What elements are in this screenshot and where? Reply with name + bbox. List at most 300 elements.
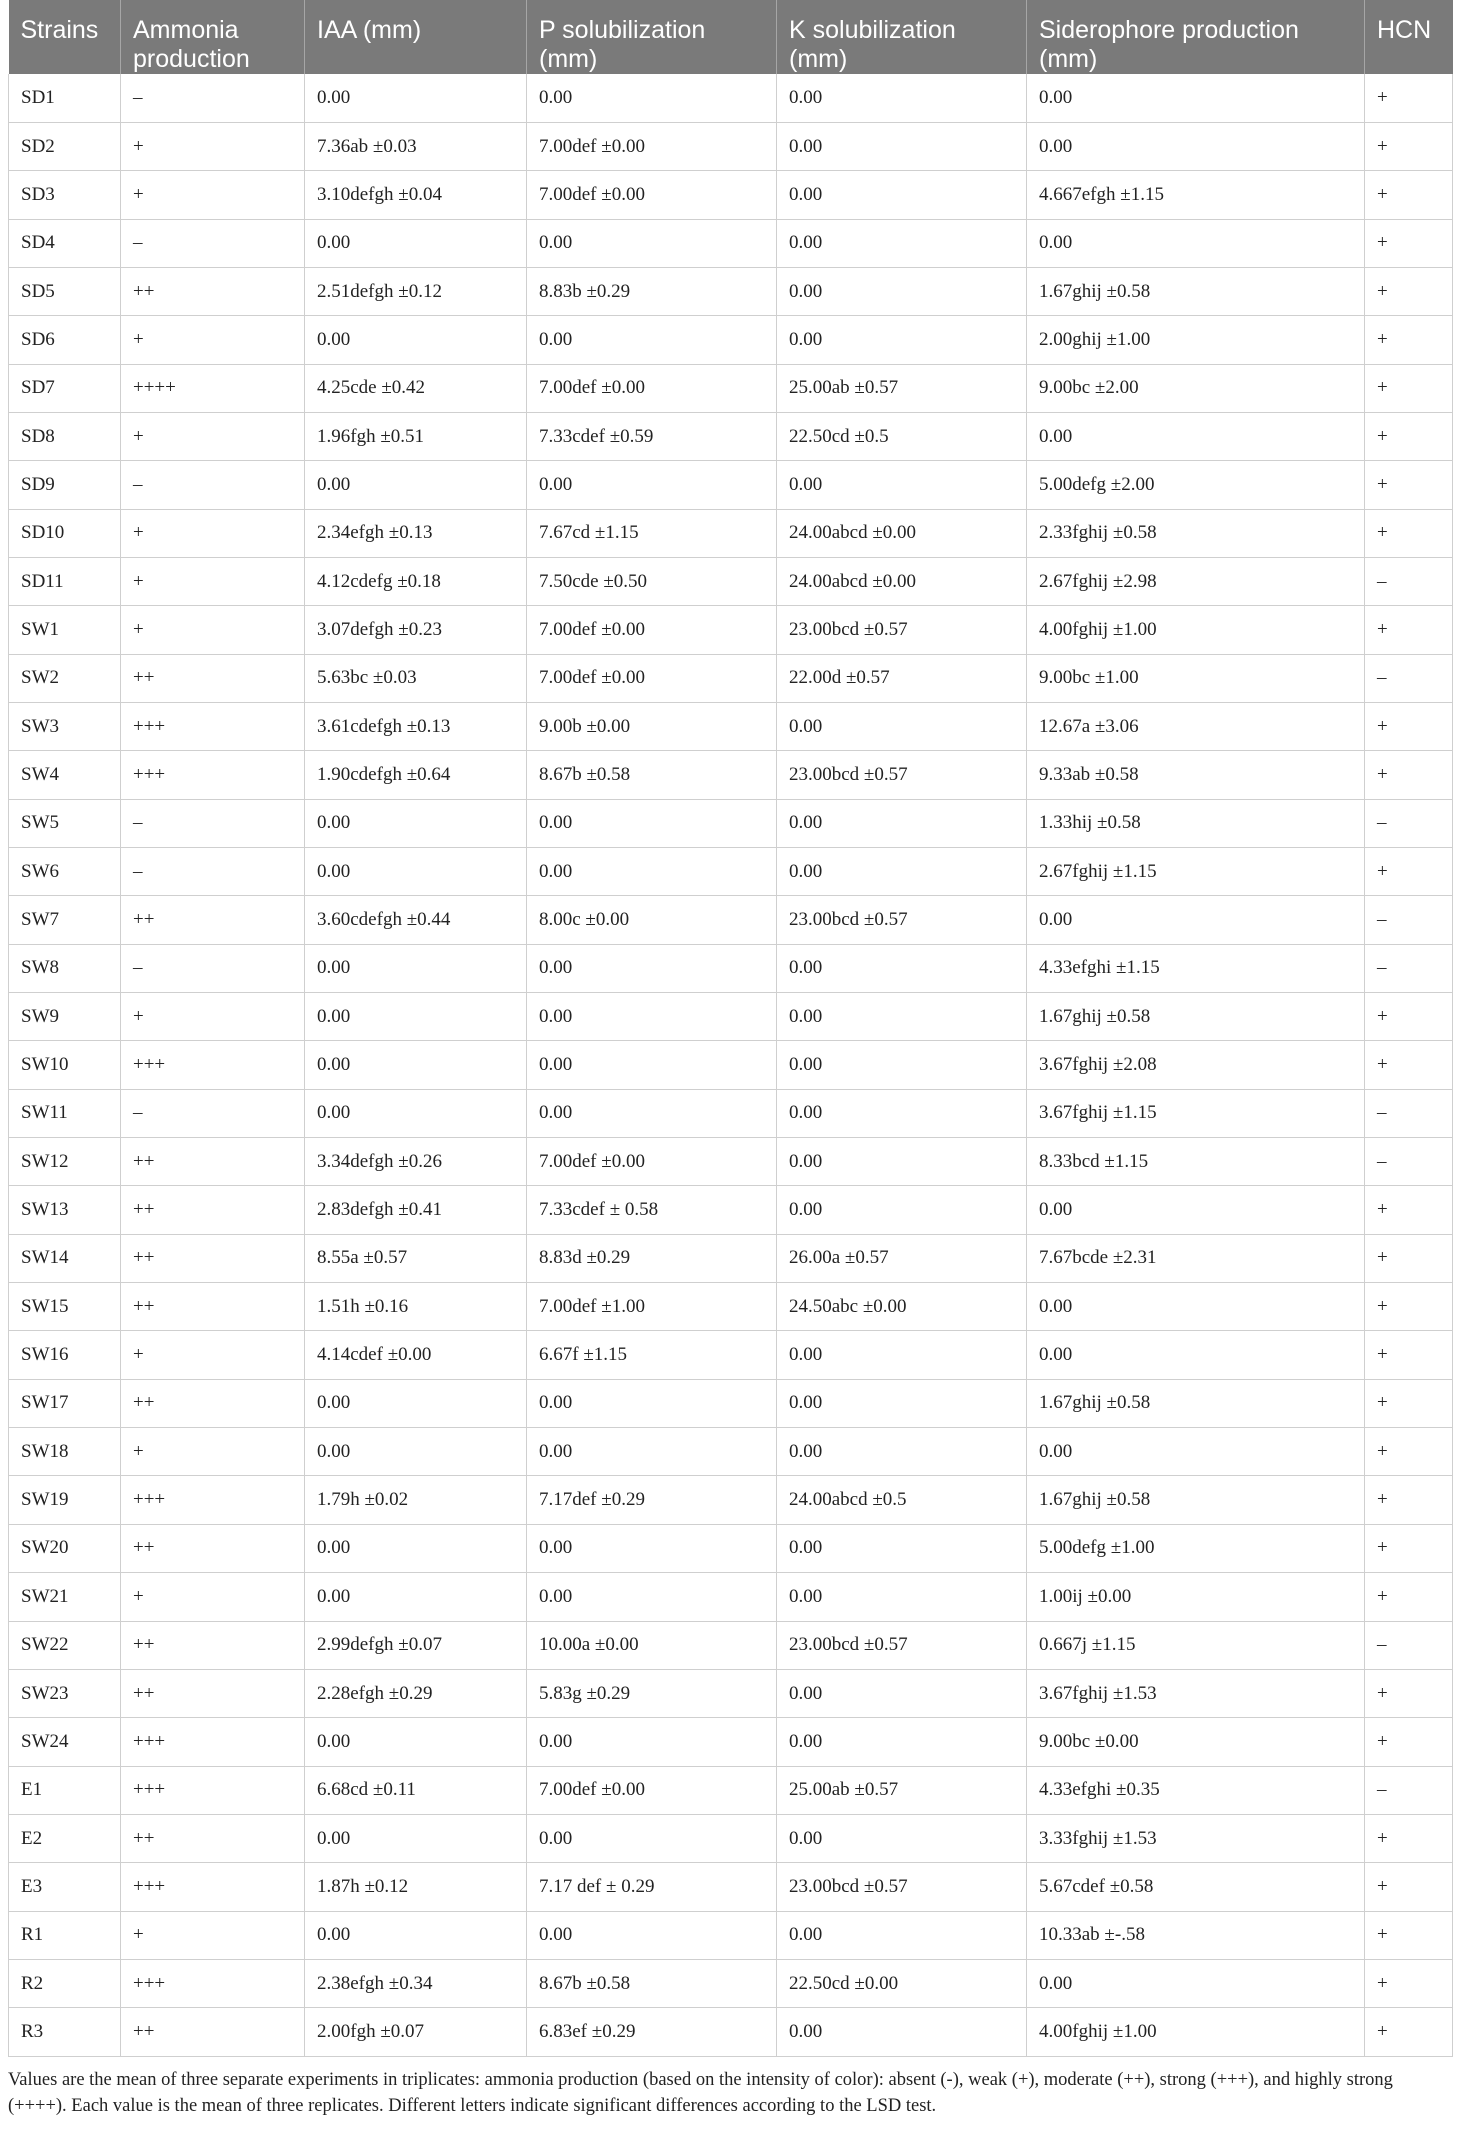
p-solubilization-cell: 7.33cdef ±0.59 <box>527 412 777 460</box>
siderophore-cell: 2.00ghij ±1.00 <box>1027 316 1365 364</box>
siderophore-cell: 2.33fghij ±0.58 <box>1027 509 1365 557</box>
strain-cell: SW24 <box>9 1718 121 1766</box>
k-solubilization-cell: 0.00 <box>777 461 1027 509</box>
hcn-cell: + <box>1365 1524 1453 1572</box>
header-hcn: HCN <box>1365 0 1453 74</box>
hcn-cell: + <box>1365 1911 1453 1959</box>
ammonia-cell: – <box>121 74 305 122</box>
k-solubilization-cell: 24.00abcd ±0.00 <box>777 557 1027 605</box>
siderophore-cell: 0.00 <box>1027 1283 1365 1331</box>
hcn-cell: + <box>1365 267 1453 315</box>
hcn-cell: – <box>1365 1089 1453 1137</box>
siderophore-cell: 3.67fghij ±2.08 <box>1027 1041 1365 1089</box>
siderophore-cell: 4.00fghij ±1.00 <box>1027 606 1365 654</box>
k-solubilization-cell: 0.00 <box>777 2008 1027 2056</box>
siderophore-cell: 5.00defg ±2.00 <box>1027 461 1365 509</box>
siderophore-cell: 0.00 <box>1027 412 1365 460</box>
iaa-cell: 3.10defgh ±0.04 <box>305 171 527 219</box>
table-row <box>9 606 1453 654</box>
hcn-cell: + <box>1365 848 1453 896</box>
p-solubilization-cell: 7.00def ±0.00 <box>527 1138 777 1186</box>
hcn-cell: + <box>1365 1234 1453 1282</box>
iaa-cell: 2.28efgh ±0.29 <box>305 1669 527 1717</box>
hcn-cell: + <box>1365 1186 1453 1234</box>
ammonia-cell: +++ <box>121 1041 305 1089</box>
ammonia-cell: ++ <box>121 1186 305 1234</box>
table-row <box>9 316 1453 364</box>
ammonia-cell: – <box>121 1089 305 1137</box>
p-solubilization-cell: 7.00def ±0.00 <box>527 654 777 702</box>
iaa-cell: 0.00 <box>305 1911 527 1959</box>
p-solubilization-cell: 7.00def ±0.00 <box>527 171 777 219</box>
p-solubilization-cell: 7.00def ±0.00 <box>527 364 777 412</box>
ammonia-cell: – <box>121 799 305 847</box>
siderophore-cell: 1.67ghij ±0.58 <box>1027 267 1365 315</box>
iaa-cell: 2.99defgh ±0.07 <box>305 1621 527 1669</box>
k-solubilization-cell: 0.00 <box>777 1524 1027 1572</box>
hcn-cell: – <box>1365 799 1453 847</box>
p-solubilization-cell: 7.00def ±0.00 <box>527 1766 777 1814</box>
iaa-cell: 2.00fgh ±0.07 <box>305 2008 527 2056</box>
hcn-cell: – <box>1365 944 1453 992</box>
siderophore-cell: 12.67a ±3.06 <box>1027 702 1365 750</box>
strain-cell: SW19 <box>9 1476 121 1524</box>
hcn-cell: – <box>1365 654 1453 702</box>
siderophore-cell: 0.00 <box>1027 1331 1365 1379</box>
strain-cell: SW23 <box>9 1669 121 1717</box>
p-solubilization-cell: 0.00 <box>527 316 777 364</box>
ammonia-cell: + <box>121 412 305 460</box>
iaa-cell: 1.51h ±0.16 <box>305 1283 527 1331</box>
p-solubilization-cell: 8.83b ±0.29 <box>527 267 777 315</box>
k-solubilization-cell: 0.00 <box>777 993 1027 1041</box>
hcn-cell: + <box>1365 74 1453 122</box>
strain-cell: SD5 <box>9 267 121 315</box>
table-row <box>9 1766 1453 1814</box>
ammonia-cell: +++ <box>121 702 305 750</box>
hcn-cell: + <box>1365 1718 1453 1766</box>
p-solubilization-cell: 0.00 <box>527 1379 777 1427</box>
k-solubilization-cell: 0.00 <box>777 1331 1027 1379</box>
k-solubilization-cell: 0.00 <box>777 74 1027 122</box>
table-row <box>9 1041 1453 1089</box>
ammonia-cell: ++ <box>121 2008 305 2056</box>
strain-cell: E3 <box>9 1863 121 1911</box>
strain-cell: SD7 <box>9 364 121 412</box>
hcn-cell: + <box>1365 1476 1453 1524</box>
hcn-cell: + <box>1365 1331 1453 1379</box>
table-row <box>9 509 1453 557</box>
hcn-cell: + <box>1365 122 1453 170</box>
strain-cell: R2 <box>9 1959 121 2007</box>
strain-cell: SW21 <box>9 1573 121 1621</box>
ammonia-cell: ++ <box>121 1621 305 1669</box>
p-solubilization-cell: 7.33cdef ± 0.58 <box>527 1186 777 1234</box>
strain-cell: SW12 <box>9 1138 121 1186</box>
ammonia-cell: + <box>121 1428 305 1476</box>
table-row <box>9 364 1453 412</box>
p-solubilization-cell: 9.00b ±0.00 <box>527 702 777 750</box>
table-row <box>9 1959 1453 2007</box>
p-solubilization-cell: 10.00a ±0.00 <box>527 1621 777 1669</box>
header-iaa: IAA (mm) <box>305 0 527 74</box>
ammonia-cell: ++ <box>121 654 305 702</box>
iaa-cell: 6.68cd ±0.11 <box>305 1766 527 1814</box>
iaa-cell: 2.51defgh ±0.12 <box>305 267 527 315</box>
strain-cell: SW18 <box>9 1428 121 1476</box>
siderophore-cell: 4.667efgh ±1.15 <box>1027 171 1365 219</box>
p-solubilization-cell: 0.00 <box>527 1524 777 1572</box>
p-solubilization-cell: 8.67b ±0.58 <box>527 1959 777 2007</box>
ammonia-cell: +++ <box>121 1959 305 2007</box>
hcn-cell: + <box>1365 606 1453 654</box>
siderophore-cell: 1.67ghij ±0.58 <box>1027 1476 1365 1524</box>
hcn-cell: + <box>1365 412 1453 460</box>
table-row <box>9 702 1453 750</box>
strain-cell: SW17 <box>9 1379 121 1427</box>
header-k-solubilization: K solubilization (mm) <box>777 0 1027 74</box>
siderophore-cell: 3.67fghij ±1.53 <box>1027 1669 1365 1717</box>
data-table <box>8 0 1453 2057</box>
siderophore-cell: 0.00 <box>1027 1428 1365 1476</box>
iaa-cell: 0.00 <box>305 993 527 1041</box>
strain-cell: SD10 <box>9 509 121 557</box>
iaa-cell: 3.61cdefgh ±0.13 <box>305 702 527 750</box>
k-solubilization-cell: 24.00abcd ±0.5 <box>777 1476 1027 1524</box>
table-row <box>9 219 1453 267</box>
siderophore-cell: 3.33fghij ±1.53 <box>1027 1814 1365 1862</box>
iaa-cell: 1.79h ±0.02 <box>305 1476 527 1524</box>
strain-cell: SW2 <box>9 654 121 702</box>
iaa-cell: 0.00 <box>305 1718 527 1766</box>
p-solubilization-cell: 8.83d ±0.29 <box>527 1234 777 1282</box>
strain-cell: SW1 <box>9 606 121 654</box>
k-solubilization-cell: 0.00 <box>777 1911 1027 1959</box>
siderophore-cell: 0.00 <box>1027 219 1365 267</box>
hcn-cell: + <box>1365 1814 1453 1862</box>
k-solubilization-cell: 0.00 <box>777 1814 1027 1862</box>
strain-cell: SW9 <box>9 993 121 1041</box>
ammonia-cell: + <box>121 171 305 219</box>
k-solubilization-cell: 0.00 <box>777 1186 1027 1234</box>
ammonia-cell: ++ <box>121 267 305 315</box>
strain-cell: SW15 <box>9 1283 121 1331</box>
table-header <box>9 0 1453 74</box>
siderophore-cell: 2.67fghij ±2.98 <box>1027 557 1365 605</box>
table-row <box>9 1331 1453 1379</box>
table-row <box>9 993 1453 1041</box>
k-solubilization-cell: 0.00 <box>777 1718 1027 1766</box>
hcn-cell: + <box>1365 1041 1453 1089</box>
table-row <box>9 1089 1453 1137</box>
table-row <box>9 1718 1453 1766</box>
p-solubilization-cell: 0.00 <box>527 1428 777 1476</box>
strain-cell: SW22 <box>9 1621 121 1669</box>
table-row <box>9 171 1453 219</box>
table-row <box>9 944 1453 992</box>
k-solubilization-cell: 0.00 <box>777 171 1027 219</box>
k-solubilization-cell: 0.00 <box>777 1669 1027 1717</box>
ammonia-cell: – <box>121 461 305 509</box>
k-solubilization-cell: 0.00 <box>777 1041 1027 1089</box>
strain-cell: SW7 <box>9 896 121 944</box>
ammonia-cell: +++ <box>121 1718 305 1766</box>
table-row <box>9 654 1453 702</box>
p-solubilization-cell: 0.00 <box>527 1041 777 1089</box>
ammonia-cell: +++ <box>121 751 305 799</box>
ammonia-cell: ++++ <box>121 364 305 412</box>
p-solubilization-cell: 0.00 <box>527 1911 777 1959</box>
table-row <box>9 1814 1453 1862</box>
k-solubilization-cell: 22.00d ±0.57 <box>777 654 1027 702</box>
siderophore-cell: 2.67fghij ±1.15 <box>1027 848 1365 896</box>
k-solubilization-cell: 23.00bcd ±0.57 <box>777 1863 1027 1911</box>
siderophore-cell: 5.67cdef ±0.58 <box>1027 1863 1365 1911</box>
hcn-cell: + <box>1365 509 1453 557</box>
strain-cell: SW4 <box>9 751 121 799</box>
table-row <box>9 1863 1453 1911</box>
table-row <box>9 848 1453 896</box>
p-solubilization-cell: 0.00 <box>527 1089 777 1137</box>
p-solubilization-cell: 7.00def ±0.00 <box>527 122 777 170</box>
iaa-cell: 3.60cdefgh ±0.44 <box>305 896 527 944</box>
table-container <box>8 0 1452 2119</box>
ammonia-cell: – <box>121 944 305 992</box>
k-solubilization-cell: 22.50cd ±0.00 <box>777 1959 1027 2007</box>
strain-cell: SW3 <box>9 702 121 750</box>
siderophore-cell: 4.33efghi ±0.35 <box>1027 1766 1365 1814</box>
strain-cell: SD3 <box>9 171 121 219</box>
p-solubilization-cell: 7.00def ±1.00 <box>527 1283 777 1331</box>
ammonia-cell: + <box>121 993 305 1041</box>
p-solubilization-cell: 6.67f ±1.15 <box>527 1331 777 1379</box>
table-row <box>9 1234 1453 1282</box>
p-solubilization-cell: 0.00 <box>527 993 777 1041</box>
p-solubilization-cell: 7.67cd ±1.15 <box>527 509 777 557</box>
strain-cell: SW6 <box>9 848 121 896</box>
p-solubilization-cell: 5.83g ±0.29 <box>527 1669 777 1717</box>
p-solubilization-cell: 0.00 <box>527 74 777 122</box>
p-solubilization-cell: 6.83ef ±0.29 <box>527 2008 777 2056</box>
k-solubilization-cell: 0.00 <box>777 1138 1027 1186</box>
iaa-cell: 0.00 <box>305 316 527 364</box>
siderophore-cell: 3.67fghij ±1.15 <box>1027 1089 1365 1137</box>
siderophore-cell: 1.67ghij ±0.58 <box>1027 993 1365 1041</box>
p-solubilization-cell: 0.00 <box>527 1814 777 1862</box>
table-row <box>9 1186 1453 1234</box>
hcn-cell: + <box>1365 1669 1453 1717</box>
p-solubilization-cell: 0.00 <box>527 1718 777 1766</box>
table-row <box>9 1283 1453 1331</box>
iaa-cell: 8.55a ±0.57 <box>305 1234 527 1282</box>
ammonia-cell: + <box>121 606 305 654</box>
header-strains: Strains <box>9 0 121 74</box>
iaa-cell: 0.00 <box>305 944 527 992</box>
table-row <box>9 74 1453 122</box>
iaa-cell: 1.90cdefgh ±0.64 <box>305 751 527 799</box>
iaa-cell: 0.00 <box>305 1089 527 1137</box>
strain-cell: SD2 <box>9 122 121 170</box>
strain-cell: SW14 <box>9 1234 121 1282</box>
hcn-cell: – <box>1365 1138 1453 1186</box>
strain-cell: E1 <box>9 1766 121 1814</box>
k-solubilization-cell: 24.00abcd ±0.00 <box>777 509 1027 557</box>
k-solubilization-cell: 0.00 <box>777 1089 1027 1137</box>
iaa-cell: 0.00 <box>305 1524 527 1572</box>
siderophore-cell: 9.00bc ±0.00 <box>1027 1718 1365 1766</box>
table-row <box>9 1669 1453 1717</box>
siderophore-cell: 1.33hij ±0.58 <box>1027 799 1365 847</box>
header-siderophore: Siderophore production (mm) <box>1027 0 1365 74</box>
iaa-cell: 0.00 <box>305 1573 527 1621</box>
table-body <box>9 74 1453 2056</box>
k-solubilization-cell: 0.00 <box>777 219 1027 267</box>
strain-cell: SD1 <box>9 74 121 122</box>
hcn-cell: + <box>1365 1428 1453 1476</box>
hcn-cell: – <box>1365 1621 1453 1669</box>
ammonia-cell: +++ <box>121 1863 305 1911</box>
table-row <box>9 1138 1453 1186</box>
iaa-cell: 2.83defgh ±0.41 <box>305 1186 527 1234</box>
header-p-solubilization: P solubilization (mm) <box>527 0 777 74</box>
ammonia-cell: ++ <box>121 1234 305 1282</box>
iaa-cell: 0.00 <box>305 1379 527 1427</box>
p-solubilization-cell: 0.00 <box>527 219 777 267</box>
table-row <box>9 751 1453 799</box>
hcn-cell: + <box>1365 1959 1453 2007</box>
p-solubilization-cell: 0.00 <box>527 944 777 992</box>
hcn-cell: – <box>1365 1766 1453 1814</box>
hcn-cell: + <box>1365 316 1453 364</box>
siderophore-cell: 9.00bc ±2.00 <box>1027 364 1365 412</box>
strain-cell: SW13 <box>9 1186 121 1234</box>
k-solubilization-cell: 23.00bcd ±0.57 <box>777 606 1027 654</box>
table-row <box>9 557 1453 605</box>
ammonia-cell: – <box>121 848 305 896</box>
iaa-cell: 0.00 <box>305 799 527 847</box>
strain-cell: SW20 <box>9 1524 121 1572</box>
k-solubilization-cell: 26.00a ±0.57 <box>777 1234 1027 1282</box>
siderophore-cell: 1.67ghij ±0.58 <box>1027 1379 1365 1427</box>
table-row <box>9 267 1453 315</box>
k-solubilization-cell: 24.50abc ±0.00 <box>777 1283 1027 1331</box>
strain-cell: SD11 <box>9 557 121 605</box>
strain-cell: SW8 <box>9 944 121 992</box>
ammonia-cell: + <box>121 1573 305 1621</box>
ammonia-cell: + <box>121 122 305 170</box>
k-solubilization-cell: 0.00 <box>777 848 1027 896</box>
strain-cell: SW5 <box>9 799 121 847</box>
strain-cell: SD9 <box>9 461 121 509</box>
p-solubilization-cell: 0.00 <box>527 1573 777 1621</box>
table-row <box>9 2008 1453 2056</box>
iaa-cell: 4.25cde ±0.42 <box>305 364 527 412</box>
siderophore-cell: 7.67bcde ±2.31 <box>1027 1234 1365 1282</box>
k-solubilization-cell: 23.00bcd ±0.57 <box>777 896 1027 944</box>
hcn-cell: + <box>1365 702 1453 750</box>
hcn-cell: + <box>1365 751 1453 799</box>
hcn-cell: – <box>1365 557 1453 605</box>
ammonia-cell: – <box>121 219 305 267</box>
table-row <box>9 896 1453 944</box>
iaa-cell: 0.00 <box>305 461 527 509</box>
hcn-cell: + <box>1365 461 1453 509</box>
iaa-cell: 5.63bc ±0.03 <box>305 654 527 702</box>
table-row <box>9 1379 1453 1427</box>
p-solubilization-cell: 8.00c ±0.00 <box>527 896 777 944</box>
strain-cell: R3 <box>9 2008 121 2056</box>
hcn-cell: + <box>1365 171 1453 219</box>
k-solubilization-cell: 0.00 <box>777 316 1027 364</box>
siderophore-cell: 5.00defg ±1.00 <box>1027 1524 1365 1572</box>
table-row <box>9 1524 1453 1572</box>
hcn-cell: + <box>1365 219 1453 267</box>
siderophore-cell: 0.00 <box>1027 1186 1365 1234</box>
p-solubilization-cell: 8.67b ±0.58 <box>527 751 777 799</box>
siderophore-cell: 0.667j ±1.15 <box>1027 1621 1365 1669</box>
table-row <box>9 799 1453 847</box>
iaa-cell: 0.00 <box>305 1428 527 1476</box>
k-solubilization-cell: 0.00 <box>777 1573 1027 1621</box>
k-solubilization-cell: 25.00ab ±0.57 <box>777 364 1027 412</box>
strain-cell: E2 <box>9 1814 121 1862</box>
iaa-cell: 0.00 <box>305 848 527 896</box>
strain-cell: SW10 <box>9 1041 121 1089</box>
siderophore-cell: 1.00ij ±0.00 <box>1027 1573 1365 1621</box>
ammonia-cell: +++ <box>121 1766 305 1814</box>
strain-cell: SW16 <box>9 1331 121 1379</box>
k-solubilization-cell: 0.00 <box>777 702 1027 750</box>
ammonia-cell: + <box>121 1911 305 1959</box>
iaa-cell: 3.34defgh ±0.26 <box>305 1138 527 1186</box>
p-solubilization-cell: 0.00 <box>527 848 777 896</box>
k-solubilization-cell: 0.00 <box>777 1428 1027 1476</box>
siderophore-cell: 0.00 <box>1027 122 1365 170</box>
hcn-cell: + <box>1365 1283 1453 1331</box>
ammonia-cell: + <box>121 509 305 557</box>
iaa-cell: 0.00 <box>305 219 527 267</box>
k-solubilization-cell: 0.00 <box>777 1379 1027 1427</box>
hcn-cell: + <box>1365 2008 1453 2056</box>
table-footnote: Values are the mean of three separate experiments in triplicates: ammonia production (based on the intensity of color): absent (-), weak (+), moderate (++), strong (+++), and highly strong (++++). Each value is the mean of three replicates. Different letters indicate significant differences according to the LSD test. <box>8 2069 1393 2116</box>
strain-cell: SW11 <box>9 1089 121 1137</box>
strain-cell: SD4 <box>9 219 121 267</box>
p-solubilization-cell: 7.17def ±0.29 <box>527 1476 777 1524</box>
strain-cell: SD8 <box>9 412 121 460</box>
iaa-cell: 4.12cdefg ±0.18 <box>305 557 527 605</box>
hcn-cell: + <box>1365 1573 1453 1621</box>
ammonia-cell: ++ <box>121 1669 305 1717</box>
strain-cell: SD6 <box>9 316 121 364</box>
ammonia-cell: + <box>121 1331 305 1379</box>
iaa-cell: 0.00 <box>305 1041 527 1089</box>
k-solubilization-cell: 25.00ab ±0.57 <box>777 1766 1027 1814</box>
hcn-cell: + <box>1365 364 1453 412</box>
ammonia-cell: ++ <box>121 1138 305 1186</box>
iaa-cell: 2.38efgh ±0.34 <box>305 1959 527 2007</box>
siderophore-cell: 8.33bcd ±1.15 <box>1027 1138 1365 1186</box>
hcn-cell: + <box>1365 993 1453 1041</box>
hcn-cell: – <box>1365 896 1453 944</box>
k-solubilization-cell: 0.00 <box>777 799 1027 847</box>
iaa-cell: 7.36ab ±0.03 <box>305 122 527 170</box>
iaa-cell: 4.14cdef ±0.00 <box>305 1331 527 1379</box>
table-row <box>9 122 1453 170</box>
k-solubilization-cell: 23.00bcd ±0.57 <box>777 1621 1027 1669</box>
p-solubilization-cell: 7.50cde ±0.50 <box>527 557 777 605</box>
siderophore-cell: 4.00fghij ±1.00 <box>1027 2008 1365 2056</box>
siderophore-cell: 0.00 <box>1027 896 1365 944</box>
